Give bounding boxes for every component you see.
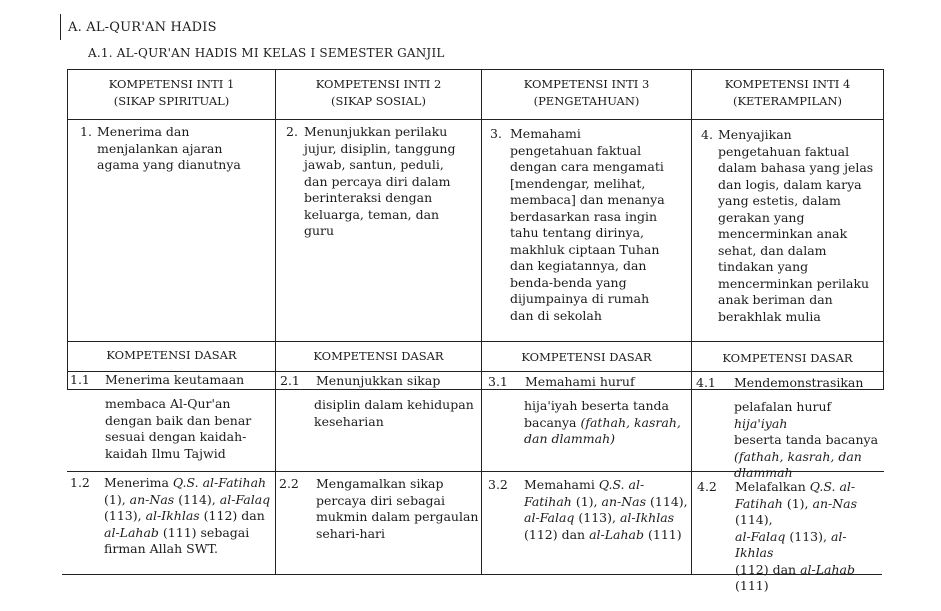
text-line: Menerima dan: [97, 124, 190, 139]
text-line: mukmin dalam pergaulan: [316, 509, 479, 524]
text-run: (111): [648, 526, 682, 542]
text-line: [524, 510, 690, 527]
text-line: [735, 479, 884, 496]
text-line: dan di sekolah: [510, 307, 602, 323]
ki-number: 1.: [80, 124, 92, 139]
text-line: [735, 529, 884, 562]
ki-number: 4.: [701, 127, 713, 142]
text-line: makhluk ciptaan Tuhan: [510, 241, 660, 257]
text-run-italic: al-Falaq: [524, 510, 575, 525]
kd-number: 2.1: [280, 373, 300, 388]
kd-first-line: Menunjukkan sikap: [316, 373, 441, 388]
text-run: Memahami: [524, 477, 595, 492]
text-run-italic: al-Lahab: [104, 524, 159, 540]
text-line: berakhlak mulia: [718, 308, 821, 324]
kd-header-1: KOMPETENSI DASAR: [106, 348, 237, 362]
text-line: anak beriman dan: [718, 292, 833, 307]
text-line: guru: [304, 223, 335, 238]
text-line: gerakan yang: [718, 209, 805, 225]
ki-subtitle: (PENGETAHUAN): [533, 94, 640, 108]
text-run: (1),: [575, 493, 598, 509]
text-line: [104, 508, 274, 525]
text-line: pengetahuan faktual: [718, 143, 850, 159]
kd-body-1-2: [104, 475, 274, 558]
kd-number: 4.2: [697, 479, 717, 494]
text-line: dan logis, dalam karya: [718, 176, 862, 192]
ki-subtitle: (SIKAP SPIRITUAL): [113, 94, 230, 108]
column-divider: [275, 69, 276, 574]
text-run-italic: al-Falaq: [735, 528, 786, 544]
kd-body-3-1: [524, 398, 690, 448]
kd-body-2-1: [314, 397, 480, 430]
text-run: (114),: [650, 493, 688, 509]
text-run-italic: an-Nas: [129, 491, 175, 507]
text-run: (1),: [104, 491, 126, 507]
text-run-italic: (fathah, kasrah,: [580, 414, 681, 430]
text-line: Mengamalkan sikap: [316, 476, 444, 491]
text-line: berdasarkan rasa ingin: [510, 208, 658, 224]
text-line: [mendengar, melihat,: [510, 175, 646, 191]
ki-body-1: [97, 124, 273, 174]
text-run-italic: al-Lahab: [589, 526, 645, 542]
kd-number: 3.2: [488, 477, 508, 492]
text-line: [734, 399, 884, 432]
text-run-italic: al-Falaq: [219, 491, 271, 507]
text-line: keseharian: [314, 413, 384, 429]
text-line: [524, 494, 690, 511]
text-line: sehat, dan dalam: [718, 242, 827, 258]
ki-body-2: [304, 124, 480, 240]
kd-body-2-2: [316, 476, 480, 542]
table-border-top: [67, 69, 884, 70]
kd-number: 4.1: [696, 375, 716, 390]
text-line: sesuai dengan kaidah-: [105, 429, 247, 444]
kd-header-3: KOMPETENSI DASAR: [521, 350, 652, 364]
text-line: percaya diri sebagai: [316, 492, 445, 508]
text-run-italic: Q.S. al-Fatihah: [172, 475, 267, 490]
text-line: [524, 527, 690, 544]
text-line: dan dlammah): [524, 431, 616, 446]
text-run-italic: al-Ikhlas: [619, 510, 675, 525]
text-line: yang estetis, dalam: [718, 193, 841, 208]
ki-number: 3.: [490, 126, 502, 141]
text-run: (112) dan: [524, 526, 586, 542]
text-line: [104, 525, 274, 542]
text-line: membaca] dan menanya: [510, 192, 665, 207]
text-line: menjalankan ajaran: [97, 140, 223, 156]
text-line: membaca Al-Qur'an: [105, 396, 231, 411]
text-line: Memahami: [510, 126, 581, 141]
ki-title: KOMPETENSI INTI 2: [315, 77, 442, 91]
text-run-italic: Q.S. al-: [598, 477, 645, 492]
ki-title: KOMPETENSI INTI 3: [523, 77, 650, 91]
text-line: jujur, disiplin, tanggung: [304, 140, 456, 156]
text-run-italic: al-Lahab: [800, 561, 856, 577]
ki-subtitle: (SIKAP SOSIAL): [331, 94, 426, 108]
text-run: (114),: [735, 512, 773, 527]
text-line: dlammah: [734, 465, 793, 480]
kd-first-line: Mendemonstrasikan: [734, 375, 864, 390]
text-run: (113),: [578, 510, 616, 525]
kd-body-4-2: [735, 479, 884, 595]
kd-number: 2.2: [279, 476, 299, 491]
text-run-italic: al-Ikhlas: [735, 528, 847, 560]
section-subtitle: A.1. AL-QUR'AN HADIS MI KELAS I SEMESTER GANJIL: [88, 46, 445, 60]
text-line: benda-benda yang: [510, 274, 627, 290]
text-line: Menyajikan: [718, 127, 792, 142]
text-line: [524, 477, 690, 494]
text-line: [524, 415, 690, 432]
text-run-italic: an-Nas: [812, 495, 858, 511]
kd-first-line: Menerima keutamaan: [105, 372, 245, 387]
text-run: (111) sebagai: [162, 524, 250, 540]
kd-header-4: KOMPETENSI DASAR: [722, 351, 853, 365]
kd-number: 1.1: [70, 372, 90, 387]
kd-body-4-1: [734, 399, 884, 482]
text-line: [735, 562, 884, 595]
text-line: agama yang dianutnya: [97, 157, 241, 172]
text-run: Melafalkan: [735, 479, 806, 494]
text-run: bacanya: [524, 414, 577, 430]
kd-number: 1.2: [70, 475, 90, 490]
text-run: (112) dan: [203, 508, 265, 523]
table-rule: [67, 119, 884, 120]
kd-number: 3.1: [488, 374, 508, 389]
text-line: dengan baik dan benar: [105, 412, 252, 428]
text-run-italic: Fatihah: [524, 493, 572, 509]
ki-header-1: [68, 76, 275, 110]
text-line: mencerminkan perilaku: [718, 275, 870, 291]
text-line: sehari-hari: [316, 525, 385, 541]
text-run: (112) dan: [735, 561, 797, 577]
section-title: A. AL-QUR'AN HADIS: [68, 20, 217, 35]
text-line: disiplin dalam kehidupan: [314, 397, 474, 412]
table-rule: [67, 341, 884, 342]
text-line: [104, 475, 274, 492]
text-line: [104, 492, 274, 509]
kd-body-1-1: [105, 396, 273, 462]
text-line: tindakan yang: [718, 259, 809, 274]
text-line: [735, 496, 884, 529]
text-run: (114),: [178, 491, 216, 507]
text-run: (111): [735, 578, 769, 593]
text-line: beserta tanda bacanya: [734, 432, 879, 447]
text-run-italic: an-Nas: [601, 493, 647, 509]
kd-header-2: KOMPETENSI DASAR: [313, 349, 444, 363]
ki-body-3: [510, 126, 690, 324]
text-line: dengan cara mengamati: [510, 159, 664, 174]
ki-header-3: [482, 76, 691, 110]
text-line: dalam bahasa yang jelas: [718, 160, 874, 175]
text-line: firman Allah SWT.: [104, 541, 219, 556]
text-line: Menunjukkan perilaku: [304, 124, 448, 139]
kd-first-line: Memahami huruf: [525, 374, 635, 389]
text-line: dan percaya diri dalam: [304, 173, 451, 189]
text-run: pelafalan huruf: [734, 399, 832, 414]
text-run: (1),: [786, 495, 809, 511]
text-run: Menerima: [104, 475, 169, 490]
ki-body-4: [718, 127, 884, 325]
text-line: hija'iyah beserta tanda: [524, 398, 669, 413]
ki-title: KOMPETENSI INTI 1: [108, 77, 235, 91]
ki-header-2: [276, 76, 481, 110]
table-border-left: [67, 69, 68, 389]
kd-body-3-2: [524, 477, 690, 543]
ki-header-4: [692, 76, 883, 110]
ki-subtitle: (KETERAMPILAN): [732, 94, 843, 108]
text-run-italic: hija'iyah: [734, 415, 788, 431]
text-run-italic: Q.S. al-: [809, 479, 856, 494]
margin-bar: [60, 14, 61, 40]
text-line: mencerminkan anak: [718, 226, 848, 241]
text-line: (fathah, kasrah, dan: [734, 448, 862, 464]
text-line: jawab, santun, peduli,: [304, 157, 444, 172]
text-line: berinteraksi dengan: [304, 190, 433, 205]
text-line: pengetahuan faktual: [510, 142, 642, 158]
text-run: (113),: [789, 528, 827, 544]
text-line: dijumpainya di rumah: [510, 291, 650, 306]
text-line: kaidah Ilmu Tajwid: [105, 445, 226, 461]
ki-title: KOMPETENSI INTI 4: [724, 77, 851, 91]
text-line: keluarga, teman, dan: [304, 206, 440, 222]
column-divider: [481, 69, 482, 574]
text-run-italic: al-Ikhlas: [145, 508, 200, 523]
text-line: dan kegiatannya, dan: [510, 258, 647, 273]
text-run-italic: Fatihah: [735, 495, 783, 511]
ki-number: 2.: [286, 124, 298, 139]
text-run: (113),: [104, 508, 142, 523]
text-line: tahu tentang dirinya,: [510, 225, 645, 240]
column-divider: [691, 69, 692, 574]
